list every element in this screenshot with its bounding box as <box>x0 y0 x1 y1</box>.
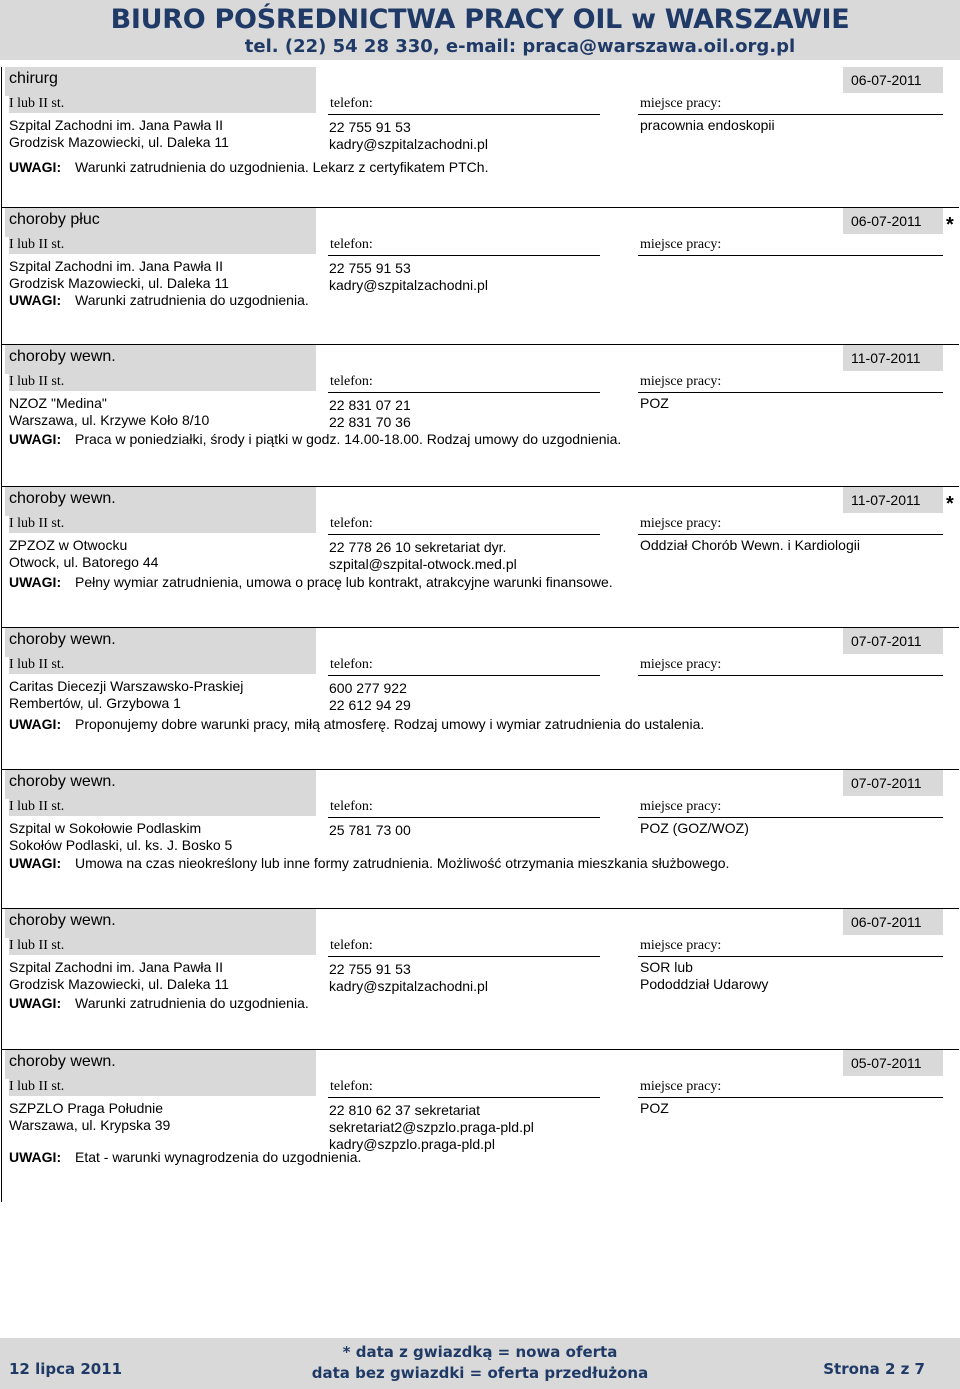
page-header <box>0 0 960 60</box>
address-line: SZPZLO Praga Południe <box>9 1100 164 1116</box>
offer-notes <box>9 159 488 175</box>
notes-label: UWAGI: <box>9 1149 62 1165</box>
specialty-name: choroby wewn. <box>9 1053 116 1070</box>
notes-text: Praca w poniedziałki, środy i piątki w godz. 14.00-18.00. Rodzaj umowy do uzgodnienia. <box>75 431 622 447</box>
offer-date: 06-07-2011 <box>843 67 943 93</box>
contact-line: kadry@szpitalzachodni.pl <box>329 277 488 293</box>
contact-info <box>329 539 517 573</box>
notes-label: UWAGI: <box>9 855 62 871</box>
place-rule <box>638 114 943 115</box>
specialty-name: choroby wewn. <box>9 348 116 365</box>
workplace <box>640 395 669 412</box>
level-label: I lub II st. <box>9 656 316 674</box>
level-label: I lub II st. <box>9 1078 316 1096</box>
notes-text: Umowa na czas nieokreślony lub inne formy zatrudnienia. Możliwość otrzymania mieszkania służbowego. <box>75 855 730 871</box>
workplace-line: SOR lub <box>640 959 693 975</box>
footer-legend <box>0 1342 960 1384</box>
contact-line: 22 778 26 10 sekretariat dyr. <box>329 539 507 555</box>
contact-line: kadry@szpzlo.praga-pld.pl <box>329 1136 495 1152</box>
page-number: Strona 2 z 7 <box>823 1360 925 1378</box>
notes-text: Pełny wymiar zatrudnienia, umowa o pracę lub kontrakt, atrakcyjne warunki finansowe. <box>75 574 613 590</box>
address-line: Warszawa, ul. Krzywe Koło 8/10 <box>9 412 210 428</box>
workplace <box>640 820 749 837</box>
contact-line: sekretariat2@szpzlo.praga-pld.pl <box>329 1119 534 1135</box>
address-line: Caritas Diecezji Warszawsko-Praskiej <box>9 678 244 694</box>
place-label: miejsce pracy: <box>640 96 722 111</box>
offer-notes <box>9 855 729 871</box>
offer-date: 06-07-2011 <box>843 909 943 935</box>
offer-notes <box>9 574 613 590</box>
phone-label: telefon: <box>330 96 373 111</box>
phone-label: telefon: <box>330 657 373 672</box>
place-label: miejsce pracy: <box>640 799 722 814</box>
phone-label: telefon: <box>330 237 373 252</box>
workplace-line: POZ (GOZ/WOZ) <box>640 820 749 836</box>
address-line: Szpital Zachodni im. Jana Pawła II <box>9 258 223 274</box>
contact-line: 22 755 91 53 <box>329 260 411 276</box>
address-line: Warszawa, ul. Krypska 39 <box>9 1117 171 1133</box>
office-contact: tel. (22) 54 28 330, e-mail: praca@warszawa.oil.org.pl <box>244 36 796 57</box>
phone-rule <box>328 255 600 256</box>
new-offer-star: * <box>946 214 954 236</box>
legend-extended: data bez gwiazdki = oferta przedłużona <box>311 1364 649 1382</box>
notes-label: UWAGI: <box>9 431 62 447</box>
job-offer <box>0 770 960 909</box>
specialty-name: choroby wewn. <box>9 631 116 648</box>
offer-date: 11-07-2011 <box>843 345 943 371</box>
contact-info <box>329 1102 534 1153</box>
contact-info <box>329 822 411 839</box>
phone-label: telefon: <box>330 799 373 814</box>
contact-line: kadry@szpitalzachodni.pl <box>329 136 488 152</box>
page-footer <box>0 1338 960 1389</box>
address-line: Grodzisk Mazowiecki, ul. Daleka 11 <box>9 134 229 150</box>
level-label: I lub II st. <box>9 798 316 816</box>
address-line: Grodzisk Mazowiecki, ul. Daleka 11 <box>9 976 229 992</box>
place-rule <box>638 956 943 957</box>
offer-notes <box>9 716 704 732</box>
notes-text: Proponujemy dobre warunki pracy, miłą atmosferę. Rodzaj umowy i wymiar zatrudnienia do ustalenia. <box>75 716 705 732</box>
contact-line: kadry@szpitalzachodni.pl <box>329 978 488 994</box>
employer-address <box>9 678 243 712</box>
offer-notes <box>9 431 621 447</box>
place-label: miejsce pracy: <box>640 237 722 252</box>
notes-label: UWAGI: <box>9 159 62 175</box>
contact-line: 25 781 73 00 <box>329 822 411 838</box>
place-rule <box>638 534 943 535</box>
phone-label: telefon: <box>330 938 373 953</box>
place-label: miejsce pracy: <box>640 516 722 531</box>
place-rule <box>638 255 943 256</box>
contact-info <box>329 119 488 153</box>
contact-line: 22 831 07 21 <box>329 397 411 413</box>
notes-text: Warunki zatrudnienia do uzgodnienia. <box>75 292 309 308</box>
workplace <box>640 959 768 993</box>
offer-notes <box>9 995 309 1011</box>
offer-date: 11-07-2011 <box>843 487 943 513</box>
place-rule <box>638 1097 943 1098</box>
level-label: I lub II st. <box>9 236 316 254</box>
specialty-name: choroby wewn. <box>9 912 116 929</box>
employer-address <box>9 1100 170 1134</box>
employer-address <box>9 537 158 571</box>
specialty-name: choroby wewn. <box>9 773 116 790</box>
employer-address <box>9 820 232 854</box>
phone-rule <box>328 392 600 393</box>
phone-rule <box>328 114 600 115</box>
offer-notes <box>9 292 309 308</box>
place-rule <box>638 392 943 393</box>
place-rule <box>638 675 943 676</box>
employer-address <box>9 117 229 151</box>
phone-rule <box>328 675 600 676</box>
notes-text: Warunki zatrudnienia do uzgodnienia. Lekarz z certyfikatem PTCh. <box>75 159 489 175</box>
offer-left-border <box>1 770 2 909</box>
place-label: miejsce pracy: <box>640 1079 722 1094</box>
contact-line: 22 755 91 53 <box>329 119 411 135</box>
level-label: I lub II st. <box>9 515 316 533</box>
address-line: Otwock, ul. Batorego 44 <box>9 554 159 570</box>
level-label: I lub II st. <box>9 95 316 113</box>
job-offer <box>0 1050 960 1202</box>
offer-date: 06-07-2011 <box>843 208 943 234</box>
specialty-name: choroby płuc <box>9 211 100 228</box>
contact-line: 600 277 922 <box>329 680 407 696</box>
workplace <box>640 1100 669 1117</box>
offer-date: 07-07-2011 <box>843 628 943 654</box>
address-line: Szpital Zachodni im. Jana Pawła II <box>9 959 223 975</box>
address-line: Szpital Zachodni im. Jana Pawła II <box>9 117 223 133</box>
offer-left-border <box>1 345 2 487</box>
phone-rule <box>328 534 600 535</box>
phone-label: telefon: <box>330 374 373 389</box>
workplace-line: pracownia endoskopii <box>640 117 775 133</box>
workplace-line: POZ <box>640 395 669 411</box>
notes-label: UWAGI: <box>9 716 62 732</box>
offer-left-border <box>1 628 2 770</box>
workplace-line: Pododdział Udarowy <box>640 976 769 992</box>
place-label: miejsce pracy: <box>640 657 722 672</box>
specialty-name: choroby wewn. <box>9 490 116 507</box>
address-line: NZOZ "Medina" <box>9 395 107 411</box>
phone-label: telefon: <box>330 1079 373 1094</box>
office-title: BIURO POŚREDNICTWA PRACY OIL w WARSZAWIE <box>110 4 850 35</box>
offer-left-border <box>1 67 2 208</box>
notes-text: Warunki zatrudnienia do uzgodnienia. <box>75 995 309 1011</box>
contact-info <box>329 680 411 714</box>
place-rule <box>638 817 943 818</box>
contact-line: 22 831 70 36 <box>329 414 411 430</box>
address-line: ZPZOZ w Otwocku <box>9 537 128 553</box>
workplace-line: POZ <box>640 1100 669 1116</box>
address-line: Sokołów Podlaski, ul. ks. J. Bosko 5 <box>9 837 233 853</box>
job-offer <box>0 345 960 487</box>
offer-left-border <box>1 208 2 345</box>
footer-date: 12 lipca 2011 <box>9 1360 123 1378</box>
notes-text: Etat - warunki wynagrodzenia do uzgodnienia. <box>75 1149 362 1165</box>
workplace-line: Oddział Chorób Wewn. i Kardiologii <box>640 537 860 553</box>
phone-rule <box>328 1097 600 1098</box>
level-label: I lub II st. <box>9 373 316 391</box>
contact-info <box>329 397 411 431</box>
offer-date: 07-07-2011 <box>843 770 943 796</box>
job-offer <box>0 628 960 770</box>
level-label: I lub II st. <box>9 937 316 955</box>
employer-address <box>9 959 229 993</box>
job-offer <box>0 909 960 1050</box>
contact-info <box>329 260 488 294</box>
place-label: miejsce pracy: <box>640 374 722 389</box>
contact-line: szpital@szpital-otwock.med.pl <box>329 556 517 572</box>
address-line: Szpital w Sokołowie Podlaskim <box>9 820 202 836</box>
job-offer <box>0 67 960 208</box>
offer-left-border <box>1 1050 2 1202</box>
offer-left-border <box>1 909 2 1050</box>
contact-line: 22 612 94 29 <box>329 697 411 713</box>
address-line: Grodzisk Mazowiecki, ul. Daleka 11 <box>9 275 229 291</box>
notes-label: UWAGI: <box>9 995 62 1011</box>
phone-rule <box>328 817 600 818</box>
workplace <box>640 117 775 134</box>
offer-left-border <box>1 487 2 628</box>
contact-line: 22 755 91 53 <box>329 961 411 977</box>
employer-address <box>9 258 229 292</box>
phone-rule <box>328 956 600 957</box>
offer-notes <box>9 1149 361 1165</box>
legend-new: * data z gwiazdką = nowa oferta <box>342 1343 618 1361</box>
job-offer <box>0 487 960 628</box>
job-offer <box>0 208 960 345</box>
specialty-name: chirurg <box>9 70 58 87</box>
offer-date: 05-07-2011 <box>843 1050 943 1076</box>
employer-address <box>9 395 209 429</box>
phone-label: telefon: <box>330 516 373 531</box>
notes-label: UWAGI: <box>9 292 62 308</box>
address-line: Rembertów, ul. Grzybowa 1 <box>9 695 181 711</box>
contact-info <box>329 961 488 995</box>
new-offer-star: * <box>946 493 954 515</box>
workplace <box>640 537 860 554</box>
notes-label: UWAGI: <box>9 574 62 590</box>
contact-line: 22 810 62 37 sekretariat <box>329 1102 480 1118</box>
place-label: miejsce pracy: <box>640 938 722 953</box>
